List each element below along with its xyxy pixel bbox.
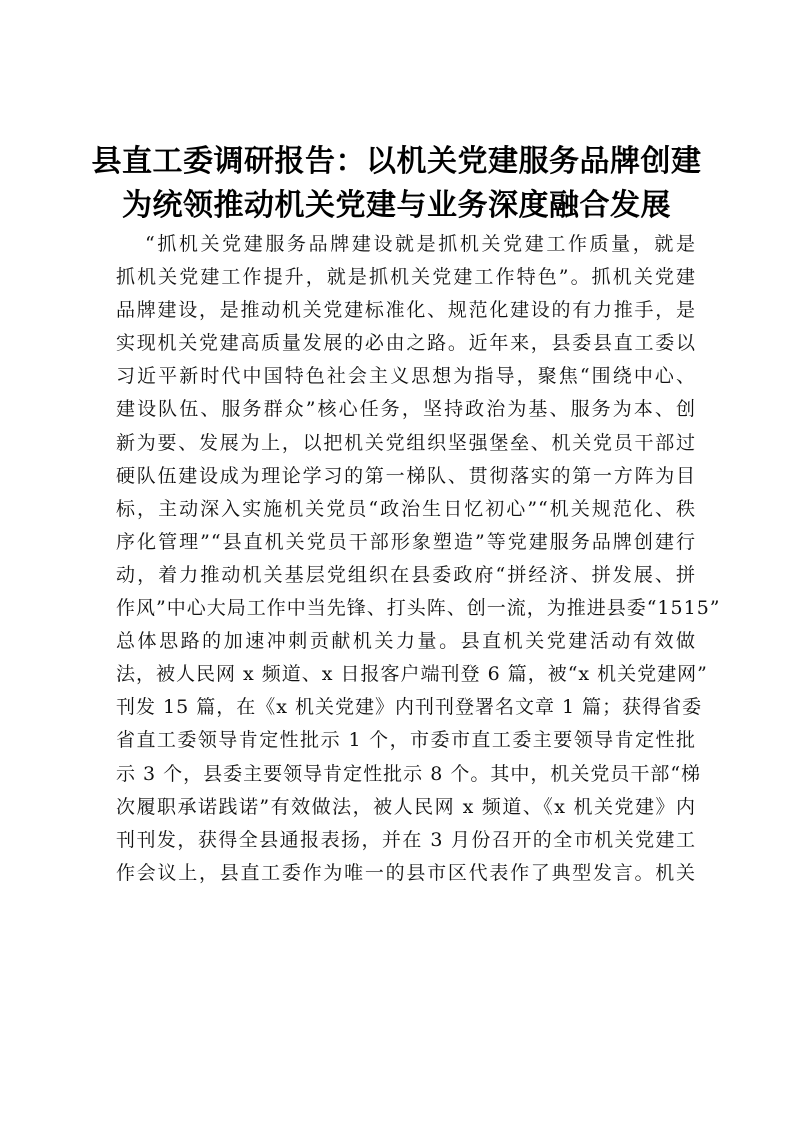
title-line-2: 为统领推动机关党建与业务深度融合发展 bbox=[122, 188, 671, 223]
text-line: 习近平新时代中国特色社会主义思想为指导，聚焦“围绕中心、 bbox=[116, 365, 696, 388]
text-line: 序化管理”“县直机关党员干部形象塑造”等党建服务品牌创建行 bbox=[116, 530, 696, 553]
text-line: 次履职承诺践诺”有效做法，被人民网 x 频道、《x 机关党建》内 bbox=[116, 795, 696, 818]
text-line: 抓机关党建工作提升，就是抓机关党建工作特色”。抓机关党建 bbox=[116, 266, 696, 289]
body-paragraph bbox=[116, 228, 721, 890]
text-line: 新为要、发展为上，以把机关党组织坚强堡垒、机关党员干部过 bbox=[116, 431, 696, 454]
text-line: 硬队伍建设成为理论学习的第一梯队、贯彻落实的第一方阵为目 bbox=[116, 464, 696, 487]
text-line: 作风”中心大局工作中当先锋、打头阵、创一流，为推进县委“1515” bbox=[116, 597, 721, 620]
text-line: 作会议上，县直工委作为唯一的县市区代表作了典型发言。机关 bbox=[116, 861, 696, 884]
text-line: “抓机关党建服务品牌建设就是抓机关党建工作质量，就是 bbox=[145, 233, 696, 255]
text-line: 实现机关党建高质量发展的必由之路。近年来，县委县直工委以 bbox=[116, 332, 696, 355]
text-line: 省直工委领导肯定性批示 1 个，市委市直工委主要领导肯定性批 bbox=[116, 729, 696, 752]
text-line: 法，被人民网 x 频道、x 日报客户端刊登 6 篇，被“x 机关党建网” bbox=[116, 663, 708, 686]
text-line: 示 3 个，县委主要领导肯定性批示 8 个。其中，机关党员干部“梯 bbox=[116, 762, 702, 785]
document-title bbox=[90, 140, 703, 228]
title-line-1: 县直工委调研报告：以机关党建服务品牌创建 bbox=[91, 144, 702, 179]
text-line: 总体思路的加速冲刺贡献机关力量。县直机关党建活动有效做 bbox=[116, 630, 696, 653]
text-line: 建设队伍、服务群众”核心任务，坚持政治为基、服务为本、创 bbox=[116, 398, 696, 421]
text-line: 动，着力推动机关基层党组织在县委政府“拼经济、拼发展、拼 bbox=[116, 563, 696, 586]
text-line: 标，主动深入实施机关党员“政治生日忆初心”“机关规范化、秩 bbox=[116, 497, 696, 520]
text-line: 刊刊发，获得全县通报表扬，并在 3 月份召开的全市机关党建工 bbox=[116, 828, 696, 851]
text-line: 刊发 15 篇，在《x 机关党建》内刊刊登署名文章 1 篇；获得省委 bbox=[116, 696, 703, 719]
text-line: 品牌建设，是推动机关党建标准化、规范化建设的有力推手，是 bbox=[116, 299, 696, 322]
